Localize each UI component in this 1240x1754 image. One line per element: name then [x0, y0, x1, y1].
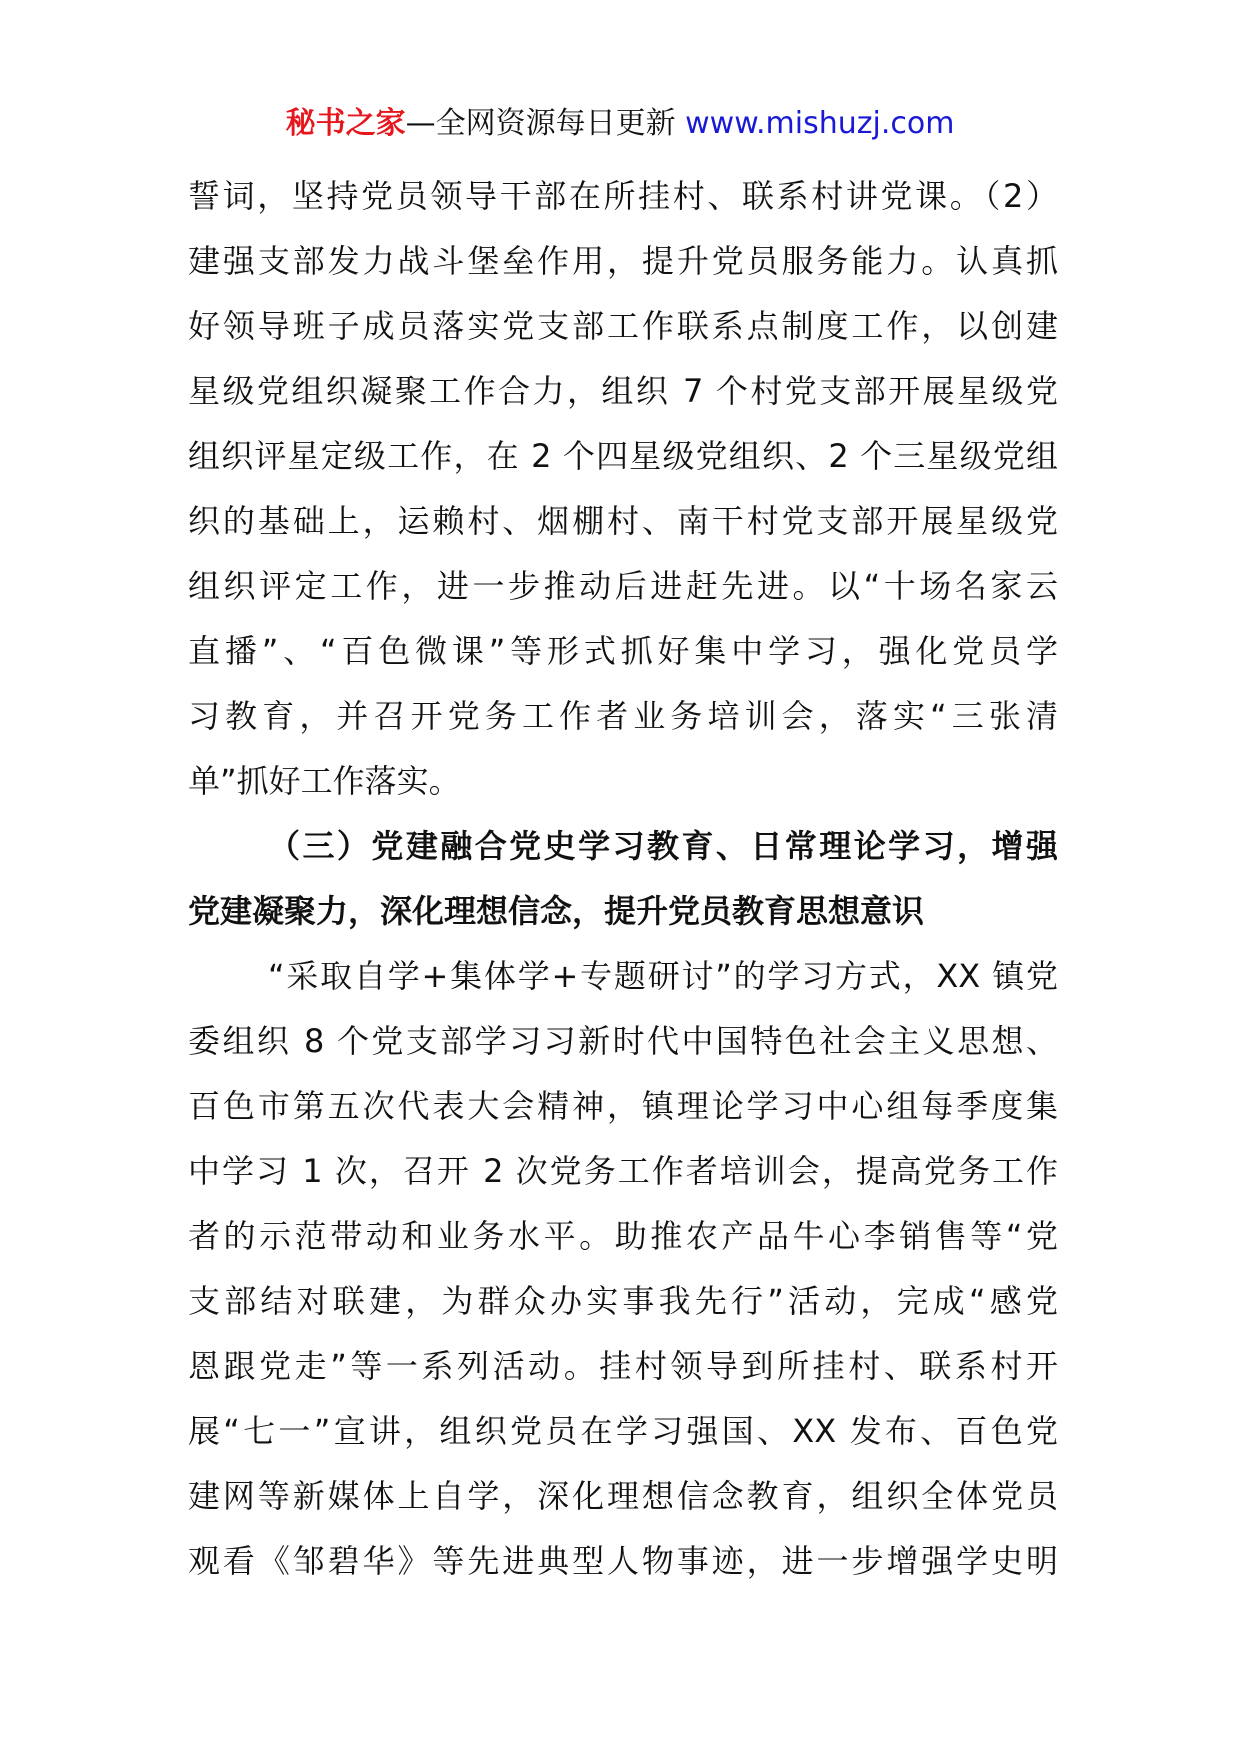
section-heading-line: 党建凝聚力，深化理想信念，提升党员教育思想意识 [188, 892, 925, 930]
header-tagline: —全网资源每日更新 [405, 106, 686, 141]
body-line: 组织评定工作，进一步推动后进赶先进。以“十场名家云 [188, 567, 1058, 605]
body-line: 中学习 1 次，召开 2 次党务工作者培训会，提高党务工作 [188, 1152, 1058, 1190]
header-brand: 秘书之家 [285, 106, 406, 141]
body-line: 建网等新媒体上自学，深化理想信念教育，组织全体党员 [188, 1477, 1058, 1515]
body-line: 好领导班子成员落实党支部工作联系点制度工作，以创建 [188, 307, 1058, 345]
page-header [0, 100, 1240, 148]
document-body [188, 164, 1058, 1594]
body-line: 直播”、“百色微课”等形式抓好集中学习，强化党员学 [188, 632, 1058, 670]
body-line: 组织评星定级工作，在 2 个四星级党组织、2 个三星级党组 [188, 437, 1058, 475]
body-line: 织的基础上，运赖村、烟棚村、南干村党支部开展星级党 [188, 502, 1058, 540]
body-line: “采取自学+集体学+专题研讨”的学习方式，XX 镇党 [268, 957, 1058, 995]
section-heading-line: （三）党建融合党史学习教育、日常理论学习，增强 [268, 827, 1058, 865]
body-line: 支部结对联建，为群众办实事我先行”活动，完成“感党 [188, 1282, 1058, 1320]
body-line: 单”抓好工作落实。 [188, 762, 461, 800]
body-line: 展“七一”宣讲，组织党员在学习强国、XX 发布、百色党 [188, 1412, 1058, 1450]
body-line: 习教育，并召开党务工作者业务培训会，落实“三张清 [188, 697, 1058, 735]
body-line: 者的示范带动和业务水平。助推农产品牛心李销售等“党 [188, 1217, 1058, 1255]
body-line: 建强支部发力战斗堡垒作用，提升党员服务能力。认真抓 [188, 242, 1058, 280]
body-line: 恩跟党走”等一系列活动。挂村领导到所挂村、联系村开 [188, 1347, 1058, 1385]
body-line: 观看《邹碧华》等先进典型人物事迹，进一步增强学史明 [188, 1542, 1058, 1580]
body-line: 百色市第五次代表大会精神，镇理论学习中心组每季度集 [188, 1087, 1058, 1125]
body-line: 星级党组织凝聚工作合力，组织 7 个村党支部开展星级党 [188, 372, 1058, 410]
body-line: 委组织 8 个党支部学习习新时代中国特色社会主义思想、 [188, 1022, 1058, 1060]
header-url-link[interactable]: www.mishuzj.com [685, 106, 955, 141]
body-line: 誓词，坚持党员领导干部在所挂村、联系村讲党课。（2） [188, 177, 1058, 215]
